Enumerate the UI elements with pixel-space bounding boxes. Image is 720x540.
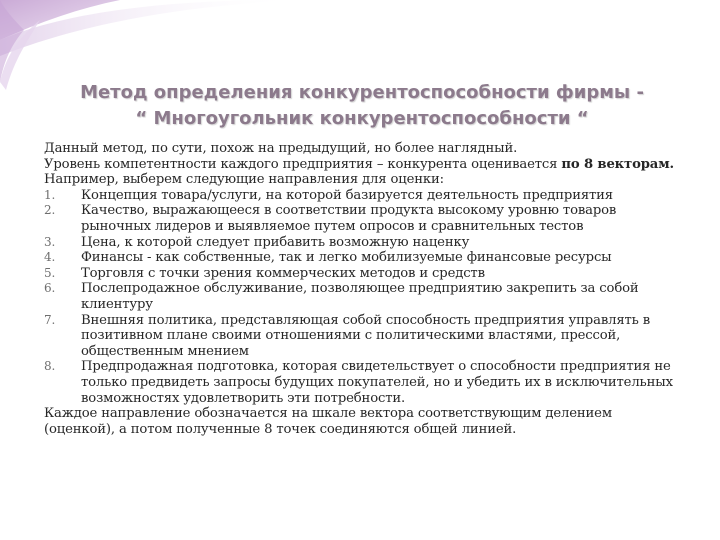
list-item-number: 1. [44, 187, 56, 202]
slide-body [44, 141, 684, 437]
list-item-text: Послепродажное обслуживание, позволяющее предприятию закрепить за собой клиентуру [81, 281, 639, 312]
list-item [44, 281, 684, 312]
list-item [44, 359, 684, 406]
list-item-number: 8. [44, 359, 56, 374]
list-item-number: 7. [44, 312, 56, 327]
list-item [44, 188, 684, 204]
list-item-text: Концепция товара/услуги, на которой базируется деятельность предприятия [81, 187, 613, 203]
intro-line-3: Например, выберем следующие направления для оценки: [44, 172, 444, 188]
list-item-number: 4. [44, 250, 56, 265]
list-item-number: 2. [44, 203, 56, 218]
list-item [44, 313, 684, 360]
intro-line-2-bold: по 8 векторам. [561, 156, 674, 172]
intro-line-2 [44, 157, 684, 173]
intro-line-1: Данный метод, по сути, похож на предыдущий, но более наглядный. [44, 141, 518, 156]
closing-paragraph: Каждое направление обозначается на шкале вектора соответствующим делением (оценкой), а потом полученные 8 точек соединяются общей линией. [44, 406, 612, 437]
list-item-number: 6. [44, 281, 56, 296]
list-item-text: Цена, к которой следует прибавить возможную наценку [81, 234, 470, 250]
intro-line-2-text: Уровень компетентности каждого предприятия – конкурента оценивается [44, 156, 562, 172]
slide-title [44, 80, 680, 132]
list-item-number: 5. [44, 265, 56, 280]
list-item-number: 3. [44, 234, 56, 249]
title-line-2: “ Многоугольник конкурентоспособности “ [135, 108, 589, 129]
list-item-text: Торговля с точки зрения коммерческих методов и средств [81, 265, 485, 281]
list-item [44, 235, 684, 251]
title-line-1: Метод определения конкурентоспособности фирмы - [80, 82, 644, 103]
list-item [44, 266, 684, 282]
list-item-text: Внешняя политика, представляющая собой способность предприятия управлять в позитивном плане своими отношениями с политическими властями, прессой, общественным мнением [81, 312, 650, 359]
list-item [44, 203, 684, 234]
list-item-text: Качество, выражающееся в соответствии продукта высокому уровню товаров рыночных лидеров и выявляемое путем опросов и сравнительных тестов [81, 203, 617, 234]
list-item [44, 250, 684, 266]
criteria-list [44, 188, 684, 406]
list-item-text: Предпродажная подготовка, которая свидетельствует о способности предприятия не только предвидеть запросы будущих покупателей, но и убедить их в исключительных возможностях удовлетворить эти потребности. [81, 359, 673, 406]
list-item-text: Финансы - как собственные, так и легко мобилизуемые финансовые ресурсы [81, 250, 612, 266]
